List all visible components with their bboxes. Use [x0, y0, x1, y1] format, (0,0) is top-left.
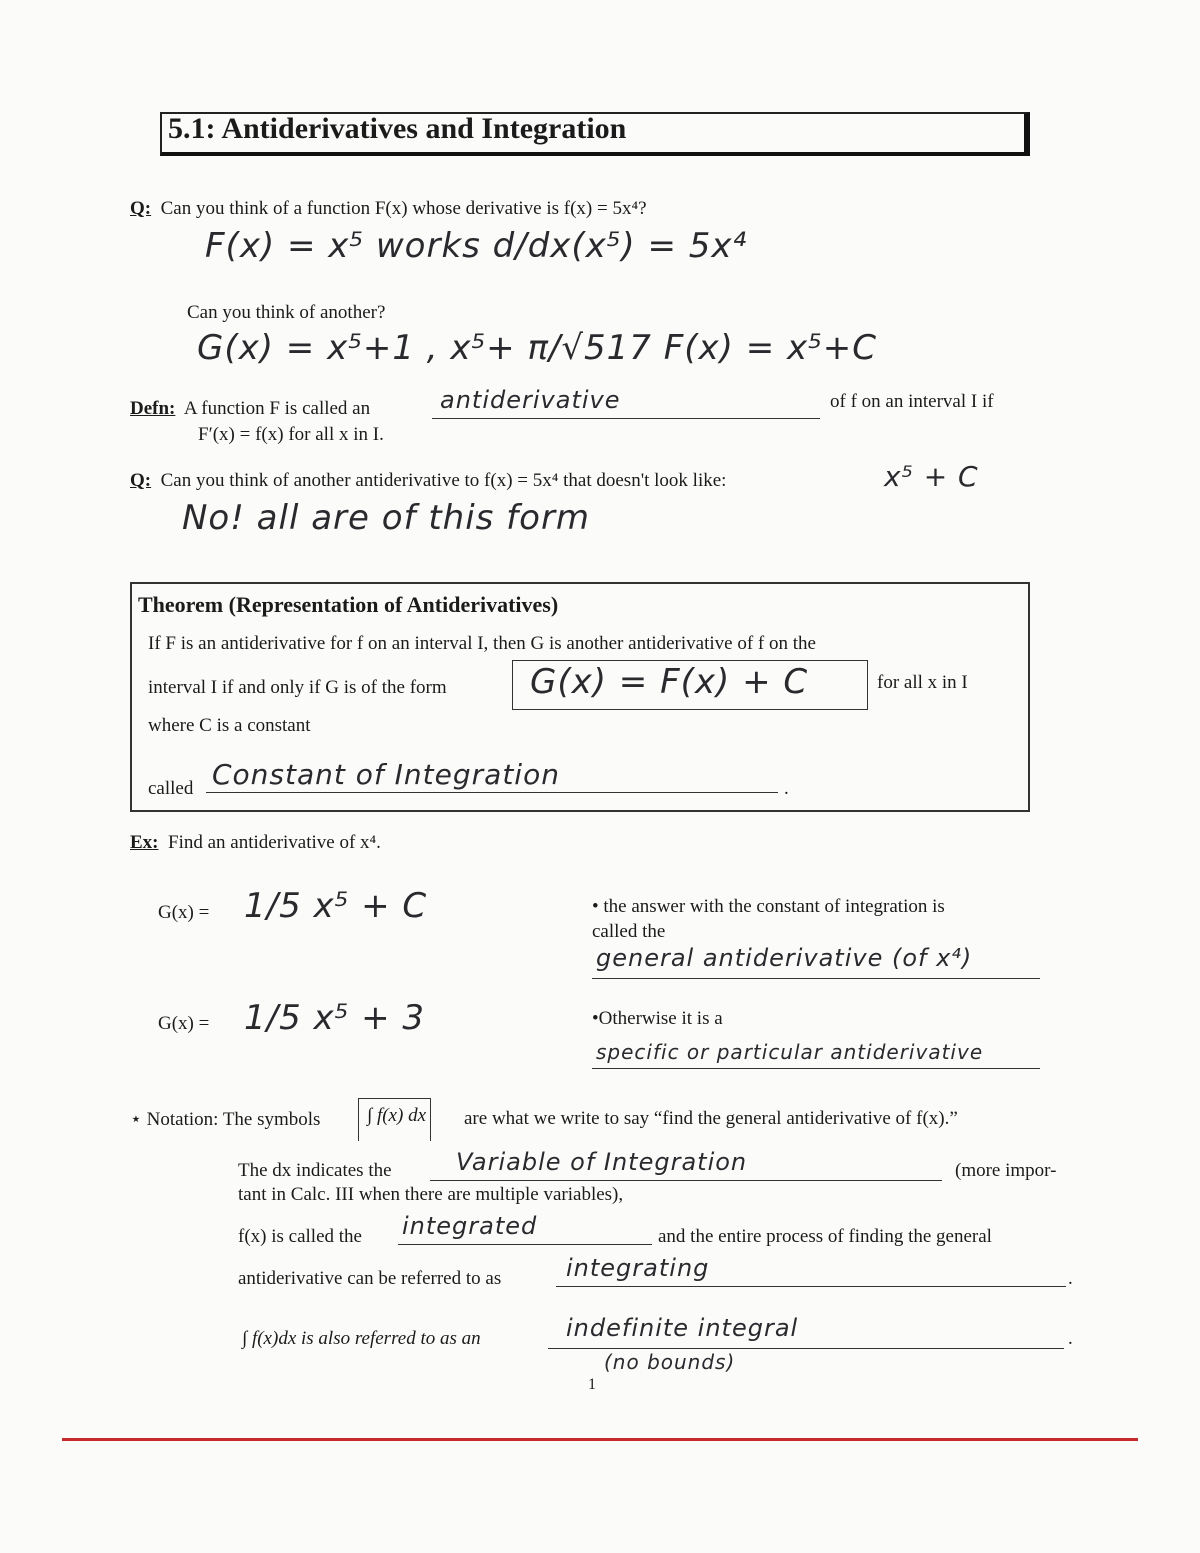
- q2-text: Can you think of another antiderivative to f(x) = 5x⁴ that doesn't look like:: [160, 470, 727, 491]
- notation-dx-after: (more impor-: [955, 1160, 1057, 1181]
- q1-label: Q:: [130, 198, 152, 219]
- ex-row: [130, 832, 381, 854]
- ex-bullet1-line: [592, 978, 1040, 979]
- notation-integral-line: [548, 1348, 1064, 1349]
- notation-period1: .: [1068, 1268, 1073, 1289]
- theorem-period: .: [784, 778, 789, 799]
- q2-row: [130, 470, 726, 492]
- notation-integral-before: ∫ f(x)dx is also referred to as an: [242, 1328, 481, 1349]
- notation-process-line: [556, 1286, 1066, 1287]
- ex-text: Find an antiderivative of x⁴.: [168, 832, 381, 853]
- theorem-called: called: [148, 778, 194, 799]
- ex-hand-bullet2: specific or particular antiderivative: [596, 1040, 984, 1064]
- defn-line2: F′(x) = f(x) for all x in I.: [198, 424, 384, 445]
- ex-bullet1b: called the: [592, 921, 666, 942]
- theorem-hand-box: G(x) = F(x) + C: [530, 662, 809, 702]
- defn-hand-blank: antiderivative: [440, 386, 621, 414]
- ex-label: Ex:: [130, 832, 159, 853]
- q2-label: Q:: [130, 470, 152, 491]
- ex-g1-label: G(x) =: [158, 902, 210, 923]
- notation-period2: .: [1068, 1328, 1073, 1349]
- notation-hand-fx: integrated: [402, 1212, 538, 1240]
- notation-hand-integral: indefinite integral: [566, 1314, 799, 1342]
- notation-hand-process: integrating: [566, 1254, 710, 1282]
- notation-hand-dx: Variable of Integration: [456, 1148, 748, 1176]
- q1-hand-answer: F(x) = x⁵ works d/dx(x⁵) = 5x⁴: [205, 226, 748, 266]
- theorem-hand-called: Constant of Integration: [212, 758, 560, 791]
- notation-text-after: are what we write to say “find the general antiderivative of f(x).”: [464, 1108, 958, 1129]
- notation-dx-line: [430, 1180, 942, 1181]
- q2-hand-tail: x⁵ + C: [884, 460, 979, 493]
- notation-dx-before: The dx indicates the: [238, 1160, 392, 1181]
- theorem-called-line: [206, 792, 778, 793]
- ex-bullet2-line: [592, 1068, 1040, 1069]
- notation-dx-line2: tant in Calc. III when there are multiple variables),: [238, 1184, 624, 1205]
- theorem-line2-before: interval I if and only if G is of the form: [148, 677, 447, 698]
- notation-fx-line: [398, 1244, 652, 1245]
- q1-text: Can you think of a function F(x) whose derivative is f(x) = 5x⁴?: [160, 198, 647, 219]
- q1-row: [130, 198, 647, 220]
- page-number: 1: [588, 1376, 596, 1393]
- notation-fx-after: and the entire process of finding the general: [658, 1226, 992, 1247]
- ex-bullet2: •Otherwise it is a: [592, 1008, 723, 1029]
- ex-hand-g2: 1/5 x⁵ + 3: [244, 998, 426, 1038]
- theorem-line1: If F is an antiderivative for f on an interval I, then G is another antiderivative of f on the: [148, 633, 816, 654]
- notation-fx-before: f(x) is called the: [238, 1226, 362, 1247]
- q2-hand-answer: No! all are of this form: [182, 498, 591, 538]
- notation-hand-integral-note: (no bounds): [604, 1350, 736, 1374]
- theorem-title: Theorem (Representation of Antiderivatives): [138, 592, 559, 617]
- q1-hand-another: G(x) = x⁵+1 , x⁵+ π/√517 F(x) = x⁵+C: [197, 328, 878, 368]
- defn-blank-line: [432, 418, 820, 419]
- notation-star-label: ⋆ Notation: The symbols: [130, 1109, 321, 1130]
- defn-label: Defn:: [130, 398, 176, 419]
- theorem-line3: where C is a constant: [148, 715, 311, 736]
- notation-process-before: antiderivative can be referred to as: [238, 1268, 502, 1289]
- defn-text-after: of f on an interval I if: [830, 391, 994, 412]
- ex-bullet1: • the answer with the constant of integration is: [592, 896, 945, 917]
- red-edge-line: [62, 1438, 1138, 1441]
- page-title: 5.1: Antiderivatives and Integration: [168, 112, 627, 145]
- theorem-line2-after: for all x in I: [877, 672, 968, 693]
- notation-symbol: ∫ f(x) dx: [358, 1098, 431, 1141]
- ex-hand-bullet1: general antiderivative (of x⁴): [596, 944, 973, 972]
- defn-text-before: A function F is called an: [183, 398, 371, 419]
- defn-row: [130, 398, 370, 420]
- ex-hand-g1: 1/5 x⁵ + C: [244, 886, 428, 926]
- ex-g2-label: G(x) =: [158, 1013, 210, 1034]
- q1-another-prompt: Can you think of another?: [187, 302, 386, 323]
